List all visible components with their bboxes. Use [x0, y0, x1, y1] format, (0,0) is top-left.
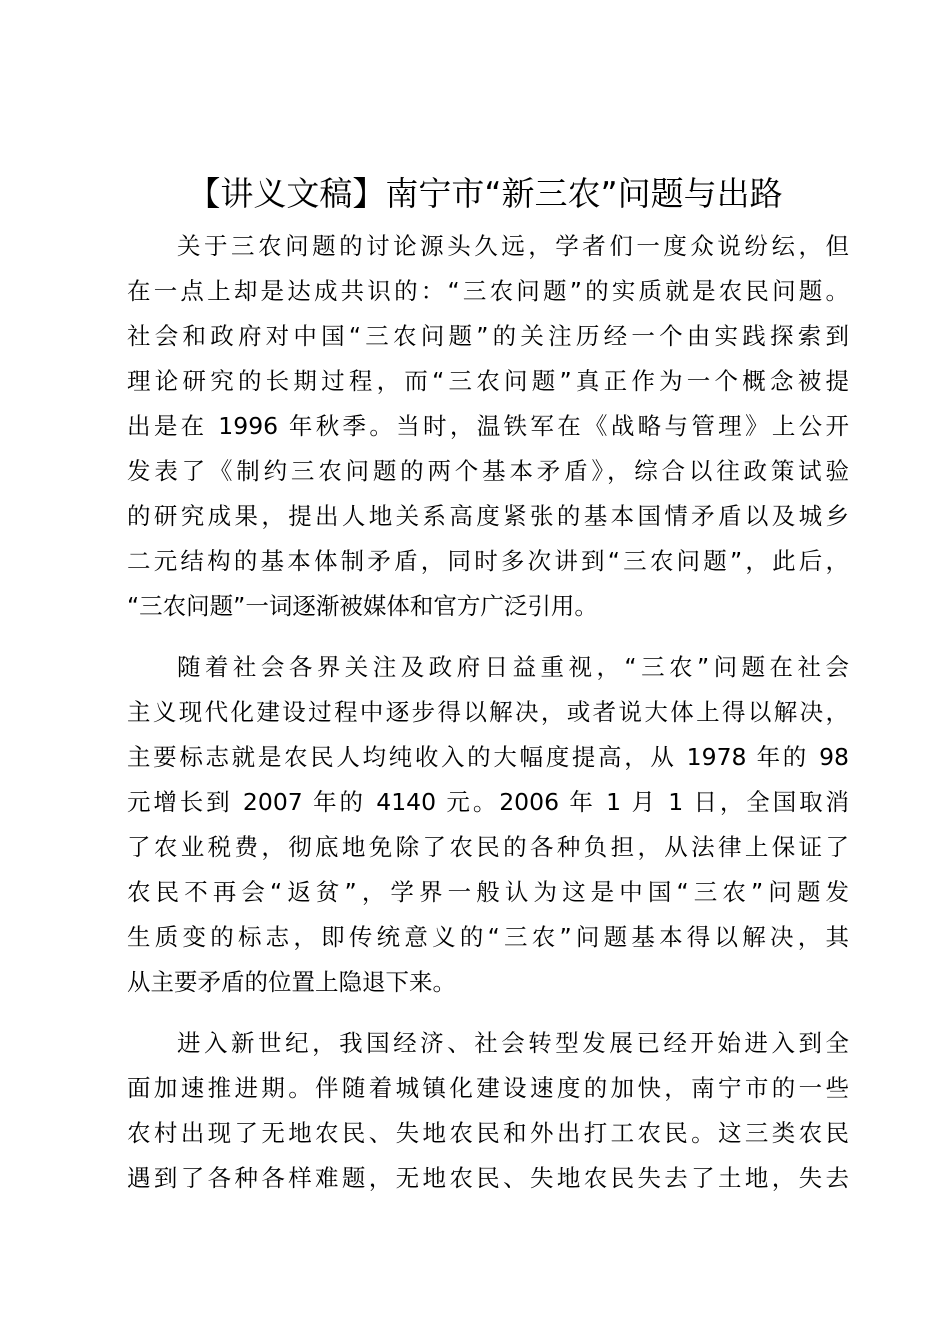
text-line: 进入新世纪，我国经济、社会转型发展已经开始进入到全: [177, 1029, 849, 1057]
document-body: [127, 224, 849, 1201]
paragraph-3: [127, 1021, 849, 1201]
paragraph-2: [127, 645, 849, 1005]
text-line: 元增长到 2007 年的 4140 元。2006 年 1 月 1 日，全国取消: [127, 788, 849, 816]
text-line: 的研究成果，提出人地关系高度紧张的基本国情矛盾以及城乡: [127, 502, 849, 530]
text-line: 农民不再会“返贫”，学界一般认为这是中国“三农”问题发: [127, 878, 849, 906]
document-title: 【讲义文稿】南宁市“新三农”问题与出路: [187, 174, 783, 213]
text-line: 主义现代化建设过程中逐步得以解决，或者说大体上得以解决，: [127, 698, 849, 726]
paragraph-1: [127, 224, 849, 629]
text-line: “三农问题”一词逐渐被媒体和官方广泛引用。: [127, 592, 598, 620]
text-line: 在一点上却是达成共识的：“三农问题”的实质就是农民问题。: [127, 277, 849, 305]
text-line: 关于三农问题的讨论源头久远，学者们一度众说纷纭，但: [177, 232, 849, 260]
text-line: 面加速推进期。伴随着城镇化建设速度的加快，南宁市的一些: [127, 1074, 849, 1102]
text-line: 从主要矛盾的位置上隐退下来。: [127, 968, 456, 996]
text-line: 随着社会各界关注及政府日益重视，“三农”问题在社会: [177, 653, 849, 681]
text-line: 主要标志就是农民人均纯收入的大幅度提高，从 1978 年的 98: [127, 743, 849, 771]
text-line: 生质变的标志，即传统意义的“三农”问题基本得以解决，其: [127, 923, 849, 951]
text-line: 发表了《制约三农问题的两个基本矛盾》，综合以往政策试验: [127, 457, 849, 485]
text-line: 二元结构的基本体制矛盾，同时多次讲到“三农问题”，此后，: [127, 547, 849, 575]
text-line: 社会和政府对中国“三农问题”的关注历经一个由实践探索到: [127, 322, 849, 350]
text-line: 了农业税费，彻底地免除了农民的各种负担，从法律上保证了: [127, 833, 849, 861]
text-line: 理论研究的长期过程，而“三农问题”真正作为一个概念被提: [127, 367, 849, 395]
text-line: 遇到了各种各样难题，无地农民、失地农民失去了土地，失去: [127, 1164, 849, 1192]
text-line: 农村出现了无地农民、失地农民和外出打工农民。这三类农民: [127, 1119, 849, 1147]
text-line: 出是在 1996 年秋季。当时，温铁军在《战略与管理》上公开: [127, 412, 849, 440]
